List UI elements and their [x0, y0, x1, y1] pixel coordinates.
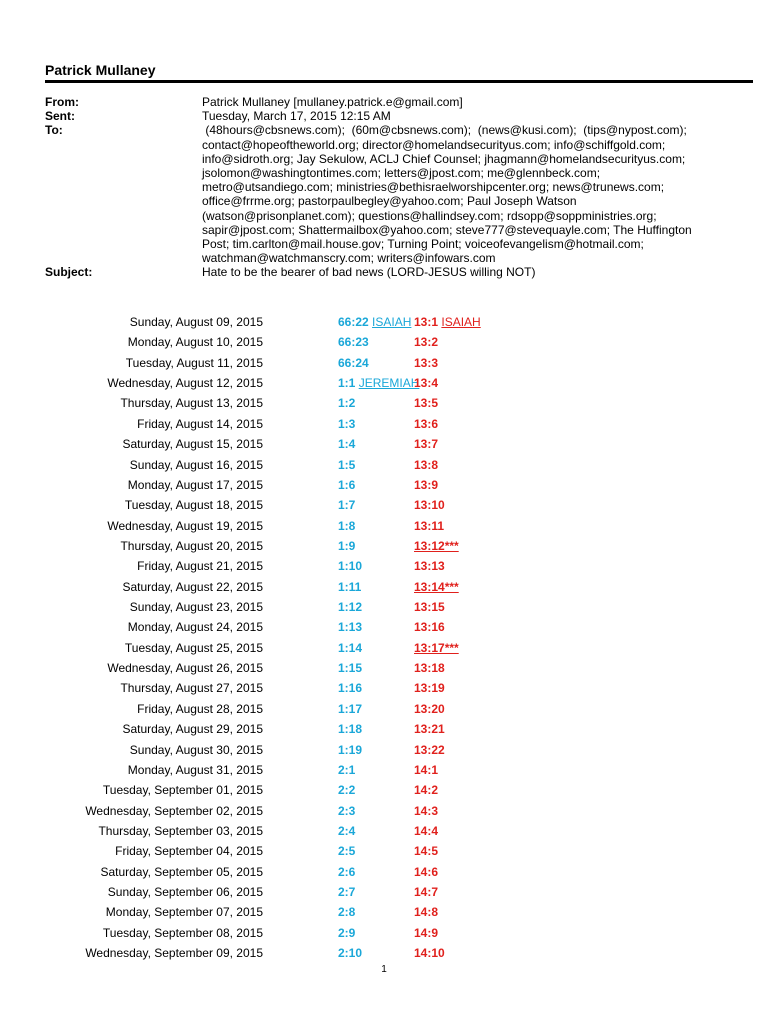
schedule-row — [0, 435, 768, 455]
to-line: jsolomon@washingtontimes.com; letters@jpost.com; me@glennbeck.com; — [202, 166, 601, 181]
blue-verse — [338, 802, 355, 820]
red-verse-number: 13:12*** — [414, 538, 459, 553]
blue-verse-number: 1:2 — [338, 396, 356, 411]
red-verse-number: 14:8 — [414, 905, 439, 920]
blue-verse — [338, 863, 355, 881]
red-verse — [414, 354, 438, 372]
blue-book-link[interactable]: JEREMIAH — [358, 376, 420, 391]
red-verse — [414, 741, 445, 759]
red-verse — [414, 333, 438, 351]
red-verse-number: 13:2 — [414, 335, 439, 350]
red-verse — [414, 679, 445, 697]
schedule-row — [0, 517, 768, 537]
sent-label: Sent: — [45, 109, 75, 124]
schedule-row — [0, 822, 768, 842]
subject-row — [45, 265, 725, 279]
blue-verse-number: 2:1 — [338, 762, 356, 777]
schedule-date: Wednesday, August 26, 2015 — [107, 661, 263, 676]
to-row — [45, 123, 725, 265]
red-verse-number: 13:14*** — [414, 579, 459, 594]
to-line: watchman@watchmanscry.com; writers@infowars.com — [202, 251, 496, 266]
red-verse — [414, 863, 438, 881]
to-line: (48hours@cbsnews.com); (60m@cbsnews.com); (news@kusi.com); (tips@nypost.com); — [202, 123, 687, 138]
schedule-row — [0, 741, 768, 761]
blue-verse-number: 2:7 — [338, 885, 356, 900]
schedule-date: Tuesday, September 01, 2015 — [102, 783, 263, 798]
red-verse-number: 14:1 — [414, 762, 439, 777]
red-verse-number: 14:4 — [414, 823, 439, 838]
blue-verse-number: 1:9 — [338, 538, 356, 553]
sender-name: Patrick Mullaney — [45, 62, 156, 78]
schedule-date: Monday, August 10, 2015 — [127, 335, 263, 350]
blue-verse — [338, 883, 355, 901]
red-verse — [414, 313, 481, 331]
blue-verse-number: 1:15 — [338, 661, 363, 676]
blue-verse — [338, 394, 355, 412]
red-verse-number: 13:1 — [414, 315, 439, 329]
schedule-date: Friday, August 14, 2015 — [137, 416, 263, 431]
schedule-date: Monday, September 07, 2015 — [105, 905, 263, 920]
blue-verse — [338, 720, 362, 738]
blue-verse — [338, 354, 369, 372]
red-verse — [414, 944, 445, 962]
schedule-row — [0, 476, 768, 496]
red-verse — [414, 659, 445, 677]
red-verse — [414, 557, 445, 575]
schedule-date: Thursday, August 13, 2015 — [120, 396, 263, 411]
schedule-row — [0, 354, 768, 374]
blue-verse — [338, 517, 355, 535]
red-verse-number: 13:4 — [414, 376, 439, 391]
blue-verse — [338, 679, 362, 697]
to-line: (watson@prisonplanet.com); questions@hallindsey.com; rdsopp@soppministries.org; — [202, 208, 657, 223]
schedule-date: Wednesday, August 12, 2015 — [107, 376, 263, 391]
blue-verse — [338, 944, 362, 962]
blue-verse-number: 1:13 — [338, 620, 363, 635]
schedule-row — [0, 659, 768, 679]
red-verse-number: 13:18 — [414, 661, 445, 676]
red-verse-number: 14:2 — [414, 783, 439, 798]
blue-verse — [338, 903, 355, 921]
red-verse — [414, 456, 438, 474]
blue-verse — [338, 374, 419, 392]
schedule-row — [0, 415, 768, 435]
schedule-row — [0, 598, 768, 618]
blue-verse — [338, 659, 362, 677]
red-verse — [414, 822, 438, 840]
schedule-row — [0, 700, 768, 720]
schedule-date: Tuesday, August 18, 2015 — [124, 498, 263, 513]
schedule-row — [0, 456, 768, 476]
blue-verse — [338, 557, 362, 575]
blue-verse — [338, 700, 362, 718]
red-verse-number: 13:19 — [414, 681, 445, 696]
schedule-row — [0, 578, 768, 598]
blue-verse-number: 1:12 — [338, 600, 363, 615]
blue-verse-number: 1:3 — [338, 416, 356, 431]
schedule-date: Saturday, August 22, 2015 — [122, 579, 263, 594]
blue-verse — [338, 313, 411, 331]
blue-verse-number: 66:23 — [338, 335, 369, 350]
schedule-date: Wednesday, August 19, 2015 — [107, 518, 263, 533]
schedule-date: Sunday, August 23, 2015 — [129, 600, 263, 615]
to-line: contact@hopeoftheworld.org; director@homelandsecurityus.com; info@schiffgold.com; — [202, 137, 666, 152]
to-line: office@frrme.org; pastorpaulbegley@yahoo.com; Paul Joseph Watson — [202, 194, 577, 209]
header-rule — [45, 80, 753, 83]
red-verse — [414, 842, 438, 860]
blue-verse — [338, 741, 362, 759]
red-verse-number: 13:13 — [414, 559, 445, 574]
red-verse-number: 13:21 — [414, 722, 445, 737]
red-verse-number: 13:20 — [414, 701, 445, 716]
red-verse — [414, 598, 445, 616]
subject-value: Hate to be the bearer of bad news (LORD-JESUS willing NOT) — [202, 265, 536, 280]
subject-label: Subject: — [45, 265, 93, 280]
blue-verse — [338, 781, 355, 799]
schedule-date: Tuesday, August 11, 2015 — [125, 355, 263, 370]
from-label: From: — [45, 95, 79, 109]
red-verse-number: 14:5 — [414, 844, 439, 859]
red-verse — [414, 883, 438, 901]
schedule-row — [0, 802, 768, 822]
red-verse — [414, 720, 445, 738]
schedule-row — [0, 537, 768, 557]
red-verse-number: 14:9 — [414, 925, 439, 940]
schedule-row — [0, 761, 768, 781]
schedule-row — [0, 863, 768, 883]
schedule-date: Friday, September 04, 2015 — [115, 844, 263, 859]
blue-verse-number: 2:4 — [338, 823, 356, 838]
blue-verse-number: 1:11 — [338, 579, 362, 594]
red-verse — [414, 476, 438, 494]
red-verse-number: 13:15 — [414, 600, 445, 615]
schedule-date: Friday, August 28, 2015 — [137, 701, 263, 716]
red-verse-number: 13:9 — [414, 477, 439, 492]
blue-verse — [338, 822, 355, 840]
red-verse — [414, 415, 438, 433]
blue-verse-number: 2:3 — [338, 803, 356, 818]
from-row — [45, 95, 725, 109]
blue-verse-number: 1:18 — [338, 722, 363, 737]
red-verse-number: 13:7 — [414, 437, 439, 452]
blue-verse-number: 1:4 — [338, 437, 356, 452]
schedule-row — [0, 333, 768, 353]
red-verse — [414, 781, 438, 799]
to-label: To: — [45, 123, 63, 138]
blue-verse-number: 1:16 — [338, 681, 363, 696]
schedule-date: Monday, August 17, 2015 — [127, 477, 263, 492]
blue-verse — [338, 476, 355, 494]
schedule-row — [0, 679, 768, 699]
schedule-date: Monday, August 31, 2015 — [127, 762, 263, 777]
blue-verse-number: 1:19 — [338, 742, 363, 757]
blue-verse-number: 1:1 — [338, 376, 356, 391]
schedule-date: Saturday, August 15, 2015 — [122, 437, 263, 452]
schedule-row — [0, 903, 768, 923]
schedule-date: Sunday, August 09, 2015 — [129, 315, 263, 329]
schedule-row — [0, 313, 768, 333]
red-verse — [414, 802, 438, 820]
red-verse — [414, 517, 444, 535]
schedule-date: Friday, August 21, 2015 — [137, 559, 263, 574]
blue-verse-number: 1:7 — [338, 498, 356, 513]
blue-verse — [338, 435, 355, 453]
red-verse — [414, 639, 459, 657]
red-verse — [414, 374, 438, 392]
to-line: metro@utsandiego.com; ministries@bethisraelworshipcenter.org; news@trunews.com; — [202, 180, 665, 195]
blue-verse-number: 66:24 — [338, 355, 369, 370]
blue-verse-number: 66:22 — [338, 315, 369, 329]
schedule-date: Thursday, September 03, 2015 — [98, 823, 263, 838]
schedule-row — [0, 944, 768, 964]
blue-book-link[interactable]: ISAIAH — [372, 315, 412, 329]
blue-verse — [338, 333, 369, 351]
red-verse — [414, 435, 438, 453]
red-verse-number: 13:8 — [414, 457, 439, 472]
schedule-date: Saturday, August 29, 2015 — [122, 722, 263, 737]
schedule-date: Wednesday, September 09, 2015 — [85, 946, 263, 961]
red-verse-number: 13:6 — [414, 416, 439, 431]
red-verse-number: 14:3 — [414, 803, 439, 818]
red-verse — [414, 578, 459, 596]
red-book-link[interactable]: ISAIAH — [441, 315, 481, 329]
schedule-date: Sunday, August 16, 2015 — [129, 457, 263, 472]
schedule-row — [0, 924, 768, 944]
blue-verse-number: 1:5 — [338, 457, 356, 472]
red-verse-number: 14:6 — [414, 864, 439, 879]
schedule-row — [0, 781, 768, 801]
blue-verse — [338, 578, 361, 596]
blue-verse — [338, 415, 355, 433]
schedule-row — [0, 618, 768, 638]
blue-verse — [338, 842, 355, 860]
red-verse-number: 13:5 — [414, 396, 439, 411]
sent-value: Tuesday, March 17, 2015 12:15 AM — [202, 109, 391, 124]
schedule-row — [0, 496, 768, 516]
reading-schedule — [0, 313, 768, 965]
blue-verse — [338, 639, 362, 657]
red-verse — [414, 496, 445, 514]
blue-verse — [338, 598, 362, 616]
blue-verse — [338, 496, 355, 514]
red-verse-number: 13:11 — [414, 518, 445, 533]
blue-verse-number: 2:10 — [338, 946, 363, 961]
schedule-date: Saturday, September 05, 2015 — [100, 864, 263, 879]
schedule-date: Thursday, August 20, 2015 — [120, 538, 263, 553]
to-line: info@sidroth.org; Jay Sekulow, ACLJ Chief Counsel; jhagmann@homelandsecurityus.com; — [202, 151, 686, 166]
blue-verse — [338, 537, 355, 555]
red-verse-number: 13:22 — [414, 742, 445, 757]
from-value: Patrick Mullaney [mullaney.patrick.e@gmail.com] — [202, 95, 463, 109]
blue-verse-number: 1:10 — [338, 559, 363, 574]
red-verse-number: 14:10 — [414, 946, 445, 961]
sent-row — [45, 109, 725, 123]
schedule-date: Thursday, August 27, 2015 — [120, 681, 263, 696]
blue-verse-number: 2:6 — [338, 864, 356, 879]
schedule-row — [0, 557, 768, 577]
red-verse — [414, 394, 438, 412]
schedule-row — [0, 842, 768, 862]
blue-verse-number: 1:6 — [338, 477, 356, 492]
blue-verse-number: 2:9 — [338, 925, 356, 940]
red-verse-number: 14:7 — [414, 885, 439, 900]
blue-verse — [338, 924, 355, 942]
blue-verse-number: 1:17 — [338, 701, 363, 716]
red-verse — [414, 924, 438, 942]
blue-verse-number: 2:8 — [338, 905, 356, 920]
red-verse — [414, 903, 438, 921]
blue-verse — [338, 618, 362, 636]
blue-verse — [338, 456, 355, 474]
red-verse — [414, 537, 459, 555]
to-recipients — [202, 123, 725, 265]
red-verse — [414, 700, 445, 718]
red-verse-number: 13:16 — [414, 620, 445, 635]
schedule-date: Tuesday, September 08, 2015 — [102, 925, 263, 940]
red-verse-number: 13:10 — [414, 498, 445, 513]
schedule-date: Sunday, August 30, 2015 — [129, 742, 263, 757]
red-verse — [414, 761, 438, 779]
red-verse-number: 13:17*** — [414, 640, 459, 655]
schedule-row — [0, 720, 768, 740]
schedule-date: Wednesday, September 02, 2015 — [85, 803, 263, 818]
schedule-date: Tuesday, August 25, 2015 — [124, 640, 263, 655]
to-line: Post; tim.carlton@mail.house.gov; Turning Point; voiceofevangelism@hotmail.com; — [202, 237, 644, 252]
blue-verse-number: 2:2 — [338, 783, 356, 798]
page-number: 1 — [381, 964, 387, 975]
blue-verse-number: 2:5 — [338, 844, 356, 859]
blue-verse — [338, 761, 355, 779]
red-verse-number: 13:3 — [414, 355, 439, 370]
blue-verse-number: 1:14 — [338, 640, 363, 655]
schedule-row — [0, 374, 768, 394]
red-verse — [414, 618, 445, 636]
schedule-row — [0, 394, 768, 414]
schedule-row — [0, 639, 768, 659]
schedule-date: Monday, August 24, 2015 — [127, 620, 263, 635]
schedule-row — [0, 883, 768, 903]
schedule-date: Sunday, September 06, 2015 — [107, 885, 263, 900]
blue-verse-number: 1:8 — [338, 518, 356, 533]
email-header — [45, 95, 725, 280]
to-line: sapir@jpost.com; Shattermailbox@yahoo.com; steve777@stevequayle.com; The Huffington — [202, 222, 692, 237]
